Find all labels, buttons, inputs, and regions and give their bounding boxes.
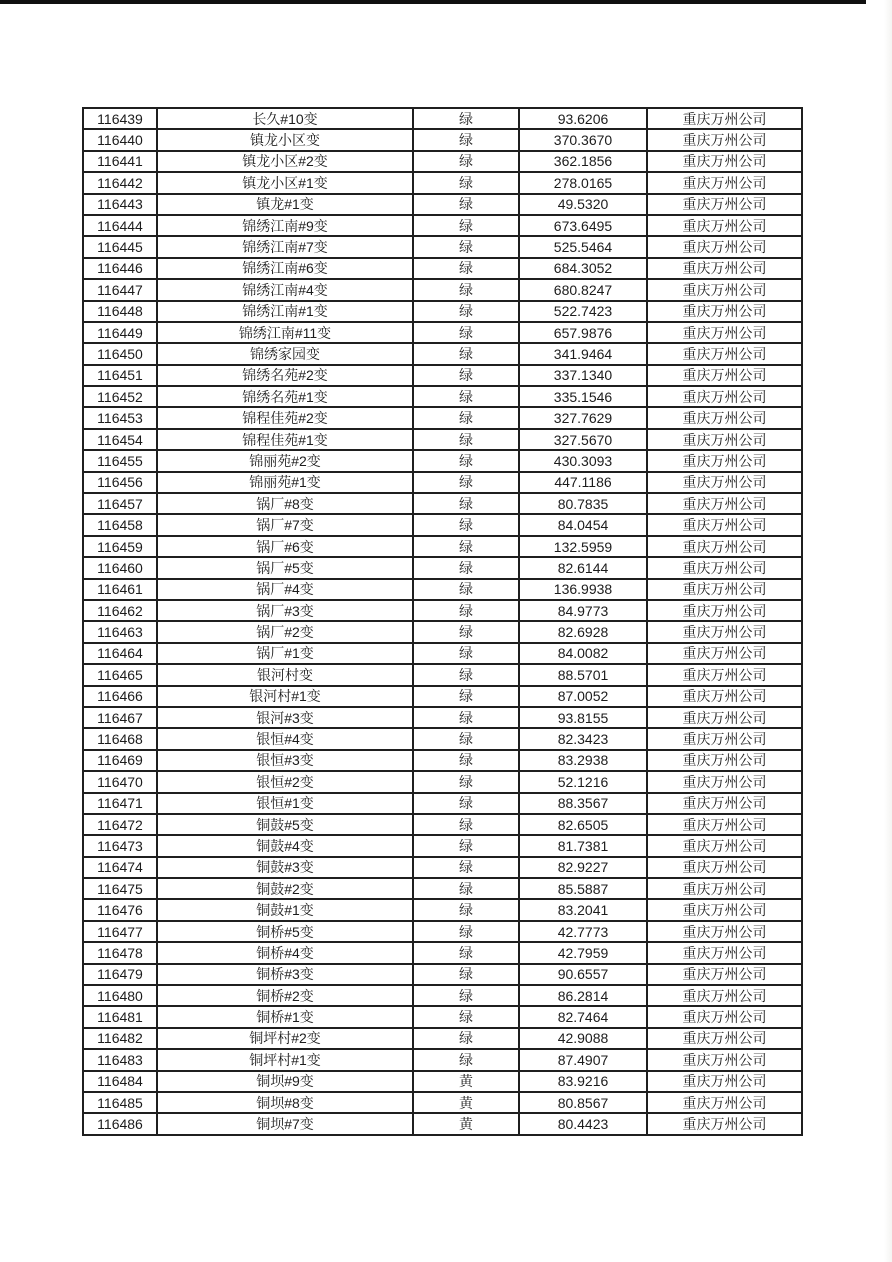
table-row	[83, 621, 802, 642]
cell-value: 82.6144	[519, 557, 647, 578]
cell-id: 116471	[83, 793, 157, 814]
cell-name: 镇龙小区变	[157, 129, 413, 150]
cell-id: 116474	[83, 857, 157, 878]
cell-value: 278.0165	[519, 172, 647, 193]
cell-company: 重庆万州公司	[647, 771, 802, 792]
cell-id: 116477	[83, 921, 157, 942]
cell-id: 116479	[83, 964, 157, 985]
cell-status: 绿	[413, 472, 519, 493]
cell-company: 重庆万州公司	[647, 1006, 802, 1027]
table-row	[83, 600, 802, 621]
table-row	[83, 964, 802, 985]
cell-value: 82.6928	[519, 621, 647, 642]
cell-value: 87.0052	[519, 686, 647, 707]
cell-company: 重庆万州公司	[647, 793, 802, 814]
cell-id: 116447	[83, 279, 157, 300]
scan-artifact-right-edge	[884, 0, 892, 1262]
cell-id: 116465	[83, 664, 157, 685]
cell-status: 绿	[413, 878, 519, 899]
table-row	[83, 942, 802, 963]
table-row	[83, 429, 802, 450]
cell-id: 116461	[83, 579, 157, 600]
cell-name: 银河村变	[157, 664, 413, 685]
cell-status: 绿	[413, 728, 519, 749]
table-row	[83, 728, 802, 749]
cell-id: 116463	[83, 621, 157, 642]
cell-name: 锦绣江南#7变	[157, 236, 413, 257]
cell-id: 116470	[83, 771, 157, 792]
cell-value: 88.3567	[519, 793, 647, 814]
cell-value: 327.7629	[519, 407, 647, 428]
cell-id: 116454	[83, 429, 157, 450]
cell-company: 重庆万州公司	[647, 1113, 802, 1135]
cell-company: 重庆万州公司	[647, 1092, 802, 1113]
cell-status: 绿	[413, 279, 519, 300]
table-row	[83, 151, 802, 172]
cell-company: 重庆万州公司	[647, 472, 802, 493]
cell-company: 重庆万州公司	[647, 835, 802, 856]
cell-value: 673.6495	[519, 215, 647, 236]
cell-status: 绿	[413, 386, 519, 407]
cell-value: 341.9464	[519, 343, 647, 364]
cell-company: 重庆万州公司	[647, 557, 802, 578]
table-row	[83, 1006, 802, 1027]
table-row	[83, 194, 802, 215]
cell-status: 绿	[413, 557, 519, 578]
cell-status: 绿	[413, 942, 519, 963]
cell-id: 116462	[83, 600, 157, 621]
cell-name: 锦绣江南#11变	[157, 322, 413, 343]
cell-value: 82.9227	[519, 857, 647, 878]
cell-name: 锅厂#4变	[157, 579, 413, 600]
cell-name: 银恒#2变	[157, 771, 413, 792]
table-row	[83, 814, 802, 835]
cell-status: 绿	[413, 985, 519, 1006]
cell-name: 锅厂#3变	[157, 600, 413, 621]
cell-company: 重庆万州公司	[647, 343, 802, 364]
cell-value: 447.1186	[519, 472, 647, 493]
cell-value: 680.8247	[519, 279, 647, 300]
cell-id: 116441	[83, 151, 157, 172]
cell-status: 绿	[413, 921, 519, 942]
cell-name: 铜桥#2变	[157, 985, 413, 1006]
cell-company: 重庆万州公司	[647, 365, 802, 386]
cell-status: 绿	[413, 707, 519, 728]
cell-id: 116469	[83, 750, 157, 771]
cell-company: 重庆万州公司	[647, 450, 802, 471]
cell-value: 82.6505	[519, 814, 647, 835]
cell-company: 重庆万州公司	[647, 151, 802, 172]
cell-name: 锦丽苑#2变	[157, 450, 413, 471]
cell-status: 绿	[413, 793, 519, 814]
cell-name: 铜坪村#1变	[157, 1049, 413, 1070]
cell-value: 42.9088	[519, 1028, 647, 1049]
table-row	[83, 279, 802, 300]
cell-status: 绿	[413, 365, 519, 386]
cell-company: 重庆万州公司	[647, 322, 802, 343]
cell-status: 绿	[413, 579, 519, 600]
cell-name: 银恒#4变	[157, 728, 413, 749]
cell-id: 116455	[83, 450, 157, 471]
cell-id: 116439	[83, 108, 157, 129]
cell-status: 绿	[413, 899, 519, 920]
cell-name: 银恒#1变	[157, 793, 413, 814]
table-row	[83, 514, 802, 535]
cell-status: 绿	[413, 1049, 519, 1070]
cell-company: 重庆万州公司	[647, 493, 802, 514]
cell-id: 116483	[83, 1049, 157, 1070]
cell-value: 85.5887	[519, 878, 647, 899]
cell-status: 绿	[413, 407, 519, 428]
cell-status: 绿	[413, 857, 519, 878]
cell-company: 重庆万州公司	[647, 407, 802, 428]
table-row	[83, 878, 802, 899]
cell-company: 重庆万州公司	[647, 899, 802, 920]
cell-value: 370.3670	[519, 129, 647, 150]
cell-company: 重庆万州公司	[647, 985, 802, 1006]
cell-value: 86.2814	[519, 985, 647, 1006]
cell-status: 绿	[413, 215, 519, 236]
cell-company: 重庆万州公司	[647, 301, 802, 322]
cell-company: 重庆万州公司	[647, 600, 802, 621]
cell-id: 116486	[83, 1113, 157, 1135]
table-row	[83, 1113, 802, 1135]
cell-value: 337.1340	[519, 365, 647, 386]
cell-status: 绿	[413, 493, 519, 514]
table-row	[83, 579, 802, 600]
cell-name: 铜鼓#3变	[157, 857, 413, 878]
table-row	[83, 236, 802, 257]
cell-value: 87.4907	[519, 1049, 647, 1070]
cell-id: 116457	[83, 493, 157, 514]
cell-value: 49.5320	[519, 194, 647, 215]
cell-value: 90.6557	[519, 964, 647, 985]
cell-value: 93.6206	[519, 108, 647, 129]
cell-value: 136.9938	[519, 579, 647, 600]
cell-company: 重庆万州公司	[647, 686, 802, 707]
cell-value: 80.4423	[519, 1113, 647, 1135]
table-row	[83, 108, 802, 129]
cell-name: 铜鼓#1变	[157, 899, 413, 920]
cell-name: 锦绣家园变	[157, 343, 413, 364]
table-row	[83, 771, 802, 792]
cell-status: 绿	[413, 258, 519, 279]
cell-id: 116442	[83, 172, 157, 193]
cell-id: 116485	[83, 1092, 157, 1113]
cell-status: 黄	[413, 1092, 519, 1113]
cell-company: 重庆万州公司	[647, 429, 802, 450]
cell-status: 绿	[413, 1028, 519, 1049]
cell-name: 锦绣江南#6变	[157, 258, 413, 279]
cell-value: 657.9876	[519, 322, 647, 343]
table-row	[83, 1092, 802, 1113]
cell-id: 116445	[83, 236, 157, 257]
cell-company: 重庆万州公司	[647, 386, 802, 407]
table-row	[83, 835, 802, 856]
cell-company: 重庆万州公司	[647, 236, 802, 257]
cell-name: 铜鼓#5变	[157, 814, 413, 835]
cell-id: 116459	[83, 536, 157, 557]
cell-value: 82.3423	[519, 728, 647, 749]
cell-id: 116440	[83, 129, 157, 150]
table-row	[83, 258, 802, 279]
table-row	[83, 322, 802, 343]
table-row	[83, 472, 802, 493]
cell-value: 84.0454	[519, 514, 647, 535]
table-row	[83, 343, 802, 364]
cell-status: 绿	[413, 514, 519, 535]
cell-id: 116460	[83, 557, 157, 578]
cell-name: 锦绣江南#1变	[157, 301, 413, 322]
cell-company: 重庆万州公司	[647, 108, 802, 129]
cell-value: 82.7464	[519, 1006, 647, 1027]
table-row	[83, 365, 802, 386]
table-row	[83, 921, 802, 942]
cell-name: 镇龙#1变	[157, 194, 413, 215]
cell-name: 锦绣江南#4变	[157, 279, 413, 300]
cell-id: 116456	[83, 472, 157, 493]
cell-name: 锦丽苑#1变	[157, 472, 413, 493]
cell-value: 84.0082	[519, 643, 647, 664]
cell-company: 重庆万州公司	[647, 857, 802, 878]
cell-status: 绿	[413, 814, 519, 835]
cell-company: 重庆万州公司	[647, 536, 802, 557]
cell-name: 锦绣名苑#1变	[157, 386, 413, 407]
cell-value: 362.1856	[519, 151, 647, 172]
cell-name: 铜坪村#2变	[157, 1028, 413, 1049]
cell-status: 绿	[413, 600, 519, 621]
cell-company: 重庆万州公司	[647, 942, 802, 963]
cell-value: 83.9216	[519, 1071, 647, 1092]
cell-value: 327.5670	[519, 429, 647, 450]
cell-company: 重庆万州公司	[647, 728, 802, 749]
cell-id: 116448	[83, 301, 157, 322]
cell-company: 重庆万州公司	[647, 172, 802, 193]
cell-company: 重庆万州公司	[647, 258, 802, 279]
table-row	[83, 793, 802, 814]
cell-status: 绿	[413, 771, 519, 792]
cell-status: 绿	[413, 686, 519, 707]
cell-id: 116446	[83, 258, 157, 279]
table-row	[83, 172, 802, 193]
cell-id: 116450	[83, 343, 157, 364]
cell-status: 绿	[413, 108, 519, 129]
table-row	[83, 750, 802, 771]
cell-value: 84.9773	[519, 600, 647, 621]
table-row	[83, 643, 802, 664]
cell-company: 重庆万州公司	[647, 579, 802, 600]
cell-name: 锅厂#1变	[157, 643, 413, 664]
cell-id: 116458	[83, 514, 157, 535]
cell-name: 铜桥#4变	[157, 942, 413, 963]
cell-status: 绿	[413, 194, 519, 215]
table-row	[83, 985, 802, 1006]
scan-artifact-top-bar	[0, 0, 866, 4]
cell-id: 116475	[83, 878, 157, 899]
cell-company: 重庆万州公司	[647, 921, 802, 942]
cell-value: 525.5464	[519, 236, 647, 257]
cell-id: 116482	[83, 1028, 157, 1049]
cell-id: 116472	[83, 814, 157, 835]
table-row	[83, 493, 802, 514]
cell-name: 铜坝#9变	[157, 1071, 413, 1092]
cell-status: 绿	[413, 301, 519, 322]
table-row	[83, 557, 802, 578]
cell-name: 锅厂#2变	[157, 621, 413, 642]
cell-id: 116467	[83, 707, 157, 728]
cell-value: 83.2938	[519, 750, 647, 771]
cell-status: 黄	[413, 1113, 519, 1135]
cell-status: 绿	[413, 172, 519, 193]
cell-company: 重庆万州公司	[647, 514, 802, 535]
cell-company: 重庆万州公司	[647, 129, 802, 150]
cell-value: 81.7381	[519, 835, 647, 856]
table-row	[83, 301, 802, 322]
cell-company: 重庆万州公司	[647, 964, 802, 985]
cell-name: 镇龙小区#1变	[157, 172, 413, 193]
cell-company: 重庆万州公司	[647, 664, 802, 685]
cell-id: 116451	[83, 365, 157, 386]
table-row	[83, 1028, 802, 1049]
cell-name: 铜坝#8变	[157, 1092, 413, 1113]
cell-value: 522.7423	[519, 301, 647, 322]
cell-name: 长久#10变	[157, 108, 413, 129]
table-row	[83, 407, 802, 428]
cell-id: 116449	[83, 322, 157, 343]
substation-data-table	[82, 107, 803, 1136]
cell-status: 绿	[413, 621, 519, 642]
cell-company: 重庆万州公司	[647, 1071, 802, 1092]
cell-company: 重庆万州公司	[647, 194, 802, 215]
cell-id: 116443	[83, 194, 157, 215]
table-row	[83, 686, 802, 707]
cell-name: 铜坝#7变	[157, 1113, 413, 1135]
cell-name: 锦程佳苑#2变	[157, 407, 413, 428]
cell-status: 绿	[413, 643, 519, 664]
cell-company: 重庆万州公司	[647, 1028, 802, 1049]
cell-value: 93.8155	[519, 707, 647, 728]
cell-status: 绿	[413, 429, 519, 450]
cell-name: 银恒#3变	[157, 750, 413, 771]
table-row	[83, 1049, 802, 1070]
table-row	[83, 664, 802, 685]
cell-company: 重庆万州公司	[647, 878, 802, 899]
cell-status: 绿	[413, 343, 519, 364]
cell-status: 绿	[413, 536, 519, 557]
cell-value: 430.3093	[519, 450, 647, 471]
cell-name: 锅厂#6变	[157, 536, 413, 557]
cell-value: 42.7959	[519, 942, 647, 963]
cell-name: 铜鼓#2变	[157, 878, 413, 899]
table-row	[83, 899, 802, 920]
cell-status: 黄	[413, 1071, 519, 1092]
cell-status: 绿	[413, 322, 519, 343]
cell-name: 锅厂#5变	[157, 557, 413, 578]
cell-company: 重庆万州公司	[647, 643, 802, 664]
cell-company: 重庆万州公司	[647, 279, 802, 300]
cell-company: 重庆万州公司	[647, 621, 802, 642]
cell-company: 重庆万州公司	[647, 750, 802, 771]
table-row	[83, 857, 802, 878]
cell-id: 116464	[83, 643, 157, 664]
cell-value: 335.1546	[519, 386, 647, 407]
table-row	[83, 386, 802, 407]
cell-status: 绿	[413, 236, 519, 257]
cell-value: 80.8567	[519, 1092, 647, 1113]
cell-id: 116466	[83, 686, 157, 707]
cell-name: 锅厂#7变	[157, 514, 413, 535]
cell-id: 116484	[83, 1071, 157, 1092]
cell-name: 镇龙小区#2变	[157, 151, 413, 172]
cell-company: 重庆万州公司	[647, 707, 802, 728]
cell-value: 80.7835	[519, 493, 647, 514]
cell-status: 绿	[413, 835, 519, 856]
cell-id: 116444	[83, 215, 157, 236]
cell-name: 银河#3变	[157, 707, 413, 728]
table-row	[83, 450, 802, 471]
cell-name: 锦程佳苑#1变	[157, 429, 413, 450]
cell-id: 116473	[83, 835, 157, 856]
cell-value: 83.2041	[519, 899, 647, 920]
cell-value: 684.3052	[519, 258, 647, 279]
cell-company: 重庆万州公司	[647, 215, 802, 236]
cell-status: 绿	[413, 964, 519, 985]
cell-status: 绿	[413, 450, 519, 471]
cell-status: 绿	[413, 1006, 519, 1027]
cell-value: 88.5701	[519, 664, 647, 685]
cell-status: 绿	[413, 664, 519, 685]
cell-name: 锅厂#8变	[157, 493, 413, 514]
cell-id: 116468	[83, 728, 157, 749]
cell-status: 绿	[413, 750, 519, 771]
cell-id: 116452	[83, 386, 157, 407]
cell-id: 116476	[83, 899, 157, 920]
table-row	[83, 536, 802, 557]
table-row	[83, 215, 802, 236]
cell-company: 重庆万州公司	[647, 814, 802, 835]
cell-name: 铜桥#1变	[157, 1006, 413, 1027]
table-row	[83, 707, 802, 728]
cell-id: 116478	[83, 942, 157, 963]
table-row	[83, 1071, 802, 1092]
cell-value: 52.1216	[519, 771, 647, 792]
cell-status: 绿	[413, 151, 519, 172]
cell-name: 铜桥#3变	[157, 964, 413, 985]
cell-name: 锦绣江南#9变	[157, 215, 413, 236]
cell-id: 116480	[83, 985, 157, 1006]
cell-name: 银河村#1变	[157, 686, 413, 707]
cell-value: 42.7773	[519, 921, 647, 942]
cell-id: 116481	[83, 1006, 157, 1027]
cell-name: 铜桥#5变	[157, 921, 413, 942]
cell-id: 116453	[83, 407, 157, 428]
cell-value: 132.5959	[519, 536, 647, 557]
table-row	[83, 129, 802, 150]
cell-status: 绿	[413, 129, 519, 150]
cell-name: 铜鼓#4变	[157, 835, 413, 856]
cell-company: 重庆万州公司	[647, 1049, 802, 1070]
cell-name: 锦绣名苑#2变	[157, 365, 413, 386]
